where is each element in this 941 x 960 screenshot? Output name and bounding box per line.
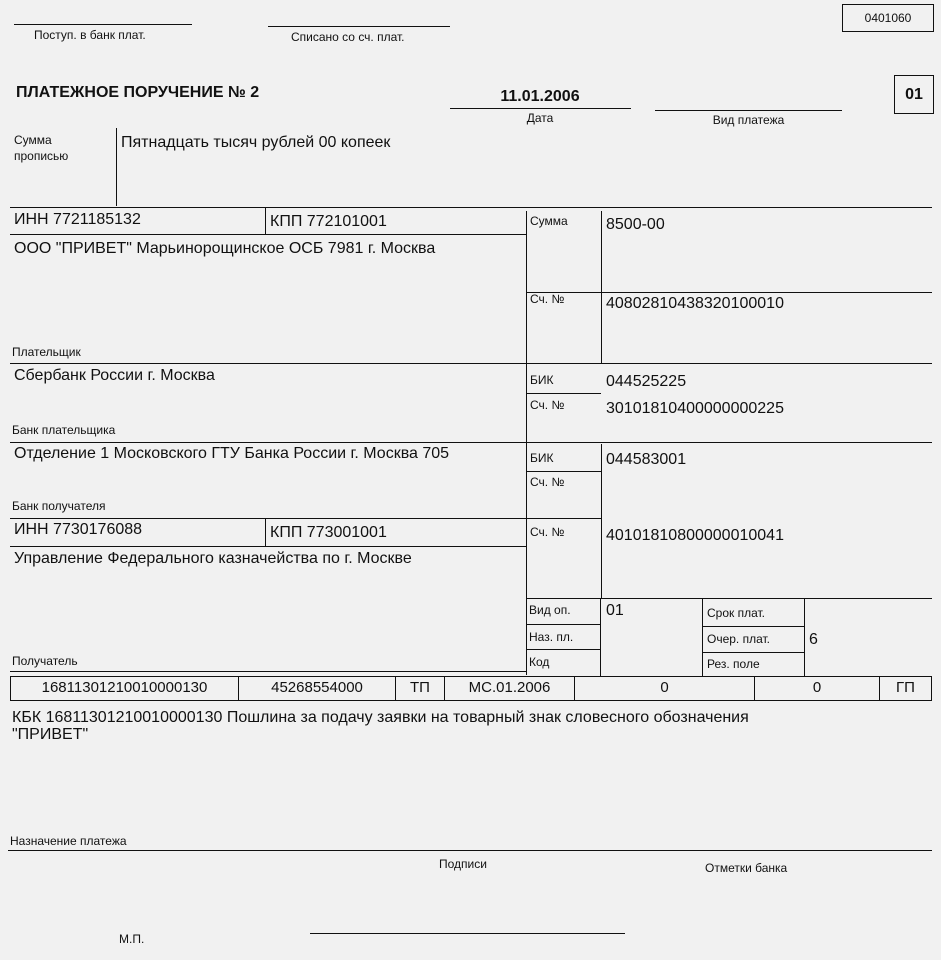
tax-field-kbk: 16811301210010000130	[10, 676, 239, 701]
recipient-label: Получатель	[12, 654, 78, 668]
grid-vline-payer-inn	[265, 207, 266, 235]
payer-name: ООО "ПРИВЕТ" Марьинорощинское ОСБ 7981 г. Москва	[14, 240, 436, 257]
date-value: 11.01.2006	[500, 88, 580, 105]
grid-line-sum	[527, 292, 932, 293]
payment-kind-label: Вид платежа	[712, 113, 785, 127]
status-code: 01	[905, 86, 923, 103]
written-off-line	[268, 26, 450, 27]
payment-kind-line	[655, 110, 842, 111]
written-off-label: Списано со сч. плат.	[291, 30, 405, 44]
grid-line-purpose-code	[527, 624, 601, 625]
recipient-kpp: КПП 773001001	[270, 524, 387, 541]
payer-label: Плательщик	[12, 345, 81, 359]
order-label: Очер. плат.	[707, 632, 771, 646]
op-type-value: 01	[606, 602, 624, 619]
payer-bank-name: Сбербанк России г. Москва	[14, 367, 215, 384]
recipient-name: Управление Федерального казначейства по г. Москве	[14, 550, 412, 567]
purpose-label: Назначение платежа	[10, 834, 127, 848]
purpose-text-line1: КБК 16811301210010000130 Пошлина за подачу заявки на товарный знак словесного обозначения	[12, 709, 749, 726]
purpose-text-line2: "ПРИВЕТ"	[12, 726, 89, 743]
sum-label: Сумма	[530, 214, 568, 228]
grid-line-term	[702, 626, 805, 627]
purpose-line	[8, 850, 932, 851]
payer-bik-label: БИК	[530, 373, 554, 387]
recipient-bank-name: Отделение 1 Московского ГТУ Банка России г. Москва 705	[14, 445, 450, 462]
amount-words-divider	[116, 128, 117, 206]
grid-vline-value-col-mid	[601, 444, 602, 598]
date-line	[450, 108, 631, 109]
payer-bank-account-label: Сч. №	[530, 398, 565, 412]
grid-vline-order	[804, 598, 805, 676]
order-value: 6	[809, 631, 818, 648]
payer-kpp: КПП 772101001	[270, 213, 387, 230]
tax-field-doc-number: 0	[574, 676, 755, 701]
amount-words-value: Пятнадцать тысяч рублей 00 копеек	[121, 134, 391, 151]
grid-line-recipient	[10, 671, 527, 672]
grid-vline-value-col-top	[601, 211, 602, 363]
received-label: Поступ. в банк плат.	[34, 28, 146, 42]
recipient-account-value: 40101810800000010041	[606, 527, 784, 544]
recipient-bank-account-label: Сч. №	[530, 475, 565, 489]
grid-line-recipient-bik	[527, 471, 601, 472]
grid-line-payer	[10, 363, 932, 364]
payer-inn: ИНН 7721185132	[14, 211, 141, 228]
grid-vline-value-col-bottom	[600, 598, 601, 676]
recipient-inn: ИНН 7730176088	[14, 521, 143, 538]
grid-line-payer-bik	[527, 393, 601, 394]
recipient-bank-label: Банк получателя	[12, 499, 106, 513]
date-label: Дата	[526, 111, 554, 125]
tax-field-doc-date: 0	[754, 676, 880, 701]
grid-vline-label-col	[526, 211, 527, 675]
grid-line-operation	[527, 598, 932, 599]
recipient-bik-label: БИК	[530, 451, 554, 465]
grid-vline-recipient-inn	[265, 518, 266, 546]
op-type-label: Вид оп.	[529, 603, 571, 617]
recipient-bik-value: 044583001	[606, 451, 687, 468]
tax-field-type: ГП	[879, 676, 932, 701]
signatures-label: Подписи	[439, 857, 487, 871]
received-line	[14, 24, 192, 25]
payer-bank-label: Банк плательщика	[12, 423, 116, 437]
signature-line	[310, 933, 625, 934]
amount-words-label: Сумма прописью	[14, 133, 69, 163]
payer-account-value: 40802810438320100010	[606, 295, 784, 312]
page-title: ПЛАТЕЖНОЕ ПОРУЧЕНИЕ № 2	[16, 84, 260, 101]
grid-line-order	[702, 652, 805, 653]
tax-field-okato: 45268554000	[238, 676, 396, 701]
form-code: 0401060	[864, 11, 912, 25]
grid-line-recipient-inn	[10, 546, 527, 547]
purpose-code-label: Наз. пл.	[529, 630, 574, 644]
tax-field-basis: ТП	[395, 676, 445, 701]
grid-vline-term	[702, 598, 703, 676]
tax-field-period: МС.01.2006	[444, 676, 575, 701]
payer-bank-account-value: 30101810400000000225	[606, 400, 784, 417]
sum-value: 8500-00	[606, 216, 665, 233]
recipient-account-label: Сч. №	[530, 525, 565, 539]
payer-bik-value: 044525225	[606, 373, 687, 390]
reserve-label: Рез. поле	[707, 657, 760, 671]
grid-line-recipient-bank	[10, 518, 602, 519]
term-label: Срок плат.	[707, 606, 766, 620]
grid-line-payer-bank	[10, 442, 932, 443]
stamp-label: М.П.	[119, 932, 145, 946]
code-label: Код	[529, 655, 550, 669]
grid-line-top	[10, 207, 932, 208]
grid-line-payer-inn	[10, 234, 527, 235]
payer-account-label: Сч. №	[530, 292, 565, 306]
bank-marks-label: Отметки банка	[705, 861, 788, 875]
grid-line-code	[527, 649, 601, 650]
